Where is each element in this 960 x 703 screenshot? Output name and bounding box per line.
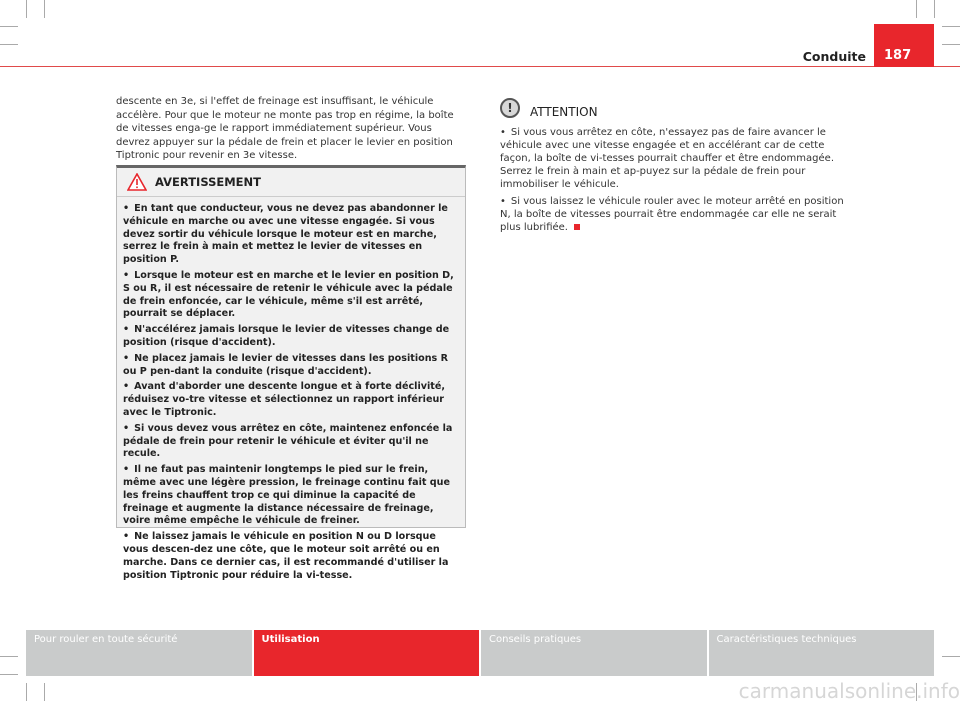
page-number-label: 187 — [884, 48, 912, 63]
warning-item-text: Il ne faut pas maintenir longtemps le pied sur le frein, même avec une légère pression, le freinage continu fait que les freins chauffent trop ce qui diminue la capacité de freinage et augmente la distance nécessaire de freinage, voire même empêche le véhicule de freiner. — [123, 464, 450, 527]
warning-item — [123, 423, 459, 461]
bullet: • — [500, 196, 506, 207]
attention-icon-glyph: ! — [507, 101, 513, 115]
attention-header — [500, 97, 598, 119]
header-rule — [0, 66, 960, 67]
bullet: • — [123, 422, 130, 434]
attention-title: ATTENTION — [530, 105, 598, 119]
crop-mark — [942, 26, 960, 27]
crop-mark — [942, 44, 960, 45]
crop-mark — [0, 656, 18, 657]
attention-item-text: Si vous vous arrêtez en côte, n'essayez pas de faire avancer le véhicule avec une vitesse engagée et en accélérant car de cette façon, la boîte de vi-tesses pourrait chauffer et être endommagée. Serrez le frein à main et ap-puyez sur la pédale de frein pour immobiliser le véhicule. — [500, 127, 834, 190]
footer-nav — [26, 630, 934, 676]
crop-mark — [942, 656, 960, 657]
warning-item-text: Si vous devez vous arrêtez en côte, maintenez enfoncée la pédale de frein pour retenir le véhicule et éviter qu'il ne recule. — [123, 422, 453, 460]
crop-mark — [0, 26, 18, 27]
attention-item — [500, 126, 852, 191]
warning-item-text: Ne laissez jamais le véhicule en position N ou D lorsque vous descen-dez une côte, que le moteur soit arrêté ou en marche. Dans ce dernier cas, il est recommandé d'utiliser la position Tiptronic pour réduire la vi-tesse. — [123, 531, 449, 581]
crop-mark — [0, 674, 18, 675]
bullet: • — [123, 352, 130, 364]
warning-item — [123, 324, 459, 350]
bullet: • — [123, 203, 130, 214]
footer-tab-safety[interactable]: Pour rouler en toute sécurité — [26, 630, 252, 676]
watermark: carmanualsonline.info — [738, 679, 960, 703]
crop-mark — [934, 0, 935, 18]
crop-mark — [44, 0, 45, 18]
section-title: Conduite — [802, 49, 866, 64]
warning-item-text: En tant que conducteur, vous ne devez pas abandonner le véhicule en marche ou avec une vitesse engagée. Si vous devez sortir du véhicule lorsque le moteur est en marche, serrez le frein à main et mettez le levier de vitesses en position P. — [123, 203, 448, 266]
warning-item-text: Avant d'aborder une descente longue et à forte déclivité, réduisez vo-tre vitesse et sélectionnez un rapport inférieur avec le Tiptronic. — [123, 381, 446, 418]
attention-item — [500, 195, 852, 234]
crop-mark — [26, 0, 27, 18]
warning-item-text: Lorsque le moteur est en marche et le levier en position D, S ou R, il est nécessaire de retenir le véhicule avec la pédale de frein enfoncée, car le véhicule, même s'il est arrêté, pourrait se déplacer. — [123, 269, 454, 320]
intro-paragraph: descente en 3e, si l'effet de freinage est insuffisant, le véhicule accélère. Pour que le moteur ne monte pas trop en régime, la boîte de vitesses enga-ge le rapport immédiatement supérieur. Vous devrez appuyer sur la pédale de frein et placer le levier en position Tiptronic pour revenir en 3e vitesse. — [116, 96, 454, 161]
bullet: • — [500, 127, 506, 138]
crop-mark — [0, 44, 18, 45]
bullet: • — [123, 269, 130, 281]
warning-header — [117, 168, 465, 197]
attention-circle-icon — [500, 98, 520, 118]
footer-tab-specs[interactable]: Caractéristiques techniques — [709, 630, 935, 676]
warning-item — [123, 531, 459, 582]
bullet: • — [123, 464, 130, 476]
crop-mark — [44, 683, 45, 701]
warning-item — [123, 353, 459, 379]
warning-item-text: Ne placez jamais le levier de vitesses dans les positions R ou P pen-dant la conduite (risque d'accident). — [123, 352, 448, 377]
bullet: • — [123, 531, 130, 543]
crop-mark — [26, 683, 27, 701]
page-number — [874, 24, 934, 67]
warning-box — [116, 165, 466, 581]
warning-triangle-icon — [127, 173, 147, 191]
warning-item-text: N'accélérez jamais lorsque le levier de vitesses change de position (risque d'accident). — [123, 324, 450, 348]
warning-item — [123, 381, 459, 419]
footer-tab-tips[interactable]: Conseils pratiques — [481, 630, 707, 676]
end-of-section-square-icon — [574, 224, 580, 230]
warning-item — [123, 203, 459, 267]
warning-list — [117, 197, 465, 582]
warning-item — [123, 464, 459, 528]
footer-tab-usage[interactable]: Utilisation — [254, 630, 480, 676]
crop-mark — [916, 0, 917, 18]
right-column — [500, 126, 852, 238]
bullet: • — [123, 381, 130, 393]
attention-item-text: Si vous laissez le véhicule rouler avec le moteur arrêté en position N, la boîte de vitesses pourrait être endommagée car elle ne serait plus lubrifiée. — [500, 196, 844, 233]
left-column — [116, 95, 468, 163]
bullet: • — [123, 324, 130, 336]
warning-title: AVERTISSEMENT — [155, 175, 262, 189]
warning-item — [123, 270, 459, 321]
